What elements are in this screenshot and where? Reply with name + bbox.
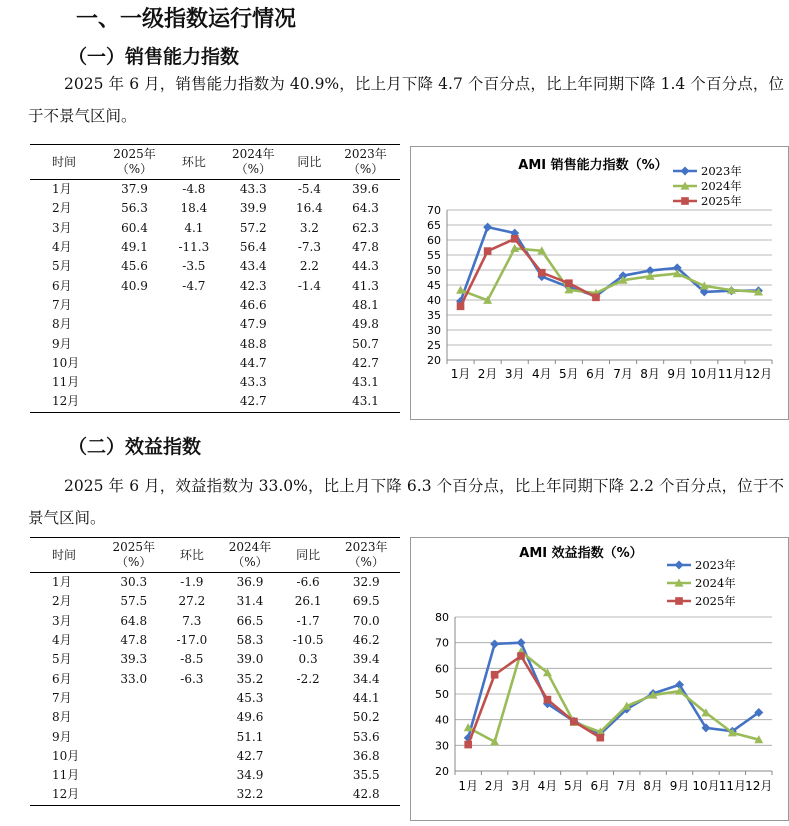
benefit-index-chart (410, 537, 789, 821)
legend-label: 2023年 (701, 164, 742, 178)
table-cell: 45.3 (236, 690, 264, 705)
table-row (30, 373, 400, 392)
legend-label: 2024年 (701, 179, 742, 193)
table-cell: 49.6 (236, 710, 264, 725)
table-cell: 8月 (52, 317, 72, 332)
table-cell: 44.3 (352, 259, 379, 274)
table-header-cell (284, 538, 333, 573)
header-text: 同比 (296, 547, 321, 562)
table-cell: 48.8 (239, 336, 267, 351)
table-cell: 12月 (30, 392, 100, 412)
sales-index-chart-svg (411, 147, 788, 419)
header-text: 2025年 (113, 147, 156, 161)
table-cell (100, 373, 169, 392)
y-tick-label: 50 (435, 688, 449, 701)
y-tick-label: 45 (427, 279, 441, 292)
table-cell: 8月 (52, 710, 72, 725)
table-cell: 46.6 (239, 297, 267, 312)
header-text: 2024年 (232, 147, 275, 161)
table-header-cell (30, 538, 100, 573)
table-cell: 1月 (52, 575, 72, 590)
data-point-square (538, 269, 546, 277)
table-row (30, 334, 400, 353)
table-cell: 40.9 (121, 278, 148, 293)
table-cell (288, 354, 331, 373)
table-cell (167, 708, 216, 727)
table-cell: 50.7 (352, 336, 379, 351)
x-tick-label: 6月 (586, 367, 606, 381)
benefit-index-chart-svg (411, 538, 788, 820)
table-cell: 69.5 (352, 594, 380, 609)
table-cell: 32.2 (216, 785, 283, 805)
table-cell: 42.8 (333, 785, 401, 805)
data-point-square (484, 247, 492, 255)
table-cell (100, 689, 167, 708)
table-cell: 48.1 (352, 297, 379, 312)
table-cell: 33.0 (120, 671, 148, 686)
table-cell: 0.3 (298, 652, 318, 667)
table-cell (169, 373, 219, 392)
x-tick-label: 3月 (504, 367, 525, 381)
x-tick-label: 11月 (717, 367, 746, 381)
table-cell: -8.5 (180, 652, 204, 667)
table-cell: 42.3 (239, 278, 267, 293)
table-row (30, 650, 400, 669)
y-tick-label: 25 (427, 339, 441, 352)
table-header-cell (331, 145, 400, 180)
table-cell: 44.7 (239, 355, 267, 370)
header-text: （%） (235, 162, 271, 176)
table-cell: 60.4 (121, 220, 148, 235)
data-point-square (464, 741, 472, 749)
table-cell: 49.1 (121, 240, 148, 255)
table-cell: 43.3 (239, 182, 267, 197)
table-cell (284, 747, 333, 766)
data-point-square (681, 197, 689, 205)
header-text: 2025年 (112, 540, 155, 554)
benefit-index-table (30, 537, 400, 806)
table-cell: 5月 (52, 652, 72, 667)
table-cell: -10.5 (292, 633, 324, 648)
table-row (30, 631, 400, 650)
table-cell: 43.1 (331, 392, 400, 412)
table-cell: -4.8 (182, 182, 206, 197)
x-tick-label: 9月 (667, 367, 688, 381)
data-point-square (491, 671, 499, 679)
sales-index-table (30, 144, 400, 413)
table-cell: 18.4 (180, 201, 208, 216)
table-cell: 2.2 (299, 259, 319, 274)
table-row (30, 219, 400, 238)
series-line (468, 643, 759, 738)
table-cell: 70.0 (352, 613, 380, 628)
table-row (30, 392, 400, 412)
table-cell: 34.9 (236, 768, 264, 783)
x-tick-label: 6月 (590, 779, 611, 793)
table-cell: 35.2 (236, 671, 264, 686)
table-cell: 42.7 (236, 748, 264, 763)
table-cell (100, 727, 167, 746)
data-point-square (511, 235, 519, 243)
table-cell: 58.3 (236, 633, 264, 648)
table-row (30, 257, 400, 276)
header-text: 2024年 (228, 540, 272, 554)
table-cell: 7.3 (182, 613, 202, 628)
table-cell (169, 392, 219, 412)
table-cell (100, 334, 169, 353)
table-cell: 57.2 (239, 220, 267, 235)
table-cell: 57.5 (120, 594, 148, 609)
table-cell (100, 766, 167, 785)
x-tick-label: 4月 (531, 367, 552, 381)
table-cell: 9月 (52, 336, 72, 351)
legend-label: 2025年 (695, 594, 736, 608)
table-cell (100, 296, 169, 315)
table-cell: 62.3 (352, 220, 379, 235)
legend-label: 2024年 (695, 576, 736, 590)
table-cell: 64.8 (120, 613, 148, 628)
header-text: 环比 (181, 154, 206, 169)
table-cell: -11.3 (178, 240, 210, 255)
table-cell: 3月 (52, 220, 72, 235)
table-row (30, 669, 400, 688)
table-cell: 31.4 (236, 594, 264, 609)
table-cell: 5月 (52, 259, 72, 274)
table-cell: 26.1 (294, 594, 322, 609)
table-header-cell (100, 538, 167, 573)
y-tick-label: 30 (435, 739, 449, 753)
x-tick-label: 1月 (458, 779, 479, 793)
table-cell: -3.5 (182, 259, 206, 274)
table-cell: 39.4 (352, 652, 380, 667)
table-cell: 27.2 (178, 594, 206, 609)
table-row (30, 592, 400, 611)
table-row (30, 708, 400, 727)
y-tick-label: 70 (427, 204, 441, 217)
x-tick-label: 10月 (690, 367, 718, 381)
table-cell: -6.3 (180, 671, 204, 686)
chart-title: AMI 效益指数（%） (519, 546, 643, 561)
y-tick-label: 60 (435, 662, 449, 676)
subsection-title-benefit: （二）效益指数 (68, 436, 202, 458)
table-row (30, 315, 400, 334)
table-header-cell (100, 145, 169, 180)
table-cell: 47.8 (352, 240, 379, 255)
y-tick-label: 50 (427, 264, 441, 277)
legend-label: 2023年 (695, 558, 736, 572)
table-cell (169, 315, 219, 334)
table-header-cell (167, 538, 216, 573)
table-cell (167, 747, 216, 766)
table-cell: 4.1 (184, 220, 204, 235)
x-tick-label: 9月 (669, 779, 690, 793)
table-cell (100, 315, 169, 334)
sales-index-chart (410, 146, 789, 420)
table-cell: -1.7 (296, 613, 320, 628)
section-heading: 一、一级指数运行情况 (76, 7, 297, 32)
table-row (30, 296, 400, 315)
data-point-square (517, 652, 525, 660)
table-row (30, 573, 400, 593)
table-cell: 6月 (52, 671, 72, 686)
table-cell (288, 315, 331, 334)
x-tick-label: 5月 (559, 367, 579, 381)
table-cell: 44.1 (352, 690, 380, 705)
paragraph-sales: 2025 年 6 月，销售能力指数为 40.9%，比上月下降 4.7 个百分点，比上年同期下降 1.4 个百分点，位于不景气区间。 (28, 75, 784, 125)
table-cell: 4月 (52, 633, 72, 648)
table-header-cell (219, 145, 288, 180)
data-point-square (457, 302, 465, 310)
table-cell: 34.4 (352, 671, 380, 686)
table-cell: -6.6 (296, 575, 320, 590)
table-cell: -7.3 (297, 240, 321, 255)
table-cell (169, 354, 219, 373)
table-cell: 45.6 (121, 259, 148, 274)
y-tick-label: 20 (427, 354, 441, 367)
y-tick-label: 60 (427, 234, 441, 247)
table-header-cell (216, 538, 283, 573)
table-header-cell (288, 145, 331, 180)
table-cell: 2月 (52, 594, 72, 609)
y-tick-label: 70 (435, 636, 449, 650)
table-cell: 35.5 (352, 768, 380, 783)
table-cell (284, 785, 333, 805)
table-cell: 36.8 (352, 748, 380, 763)
x-tick-label: 2月 (484, 779, 505, 793)
header-text: （%） (348, 555, 384, 569)
x-tick-label: 10月 (692, 779, 720, 793)
x-tick-label: 3月 (511, 779, 531, 793)
table-cell: 30.3 (120, 575, 148, 590)
x-tick-label: 7月 (613, 367, 633, 381)
table-cell (167, 766, 216, 785)
table-cell: -1.9 (180, 575, 204, 590)
table-cell: 2月 (52, 201, 72, 216)
table-cell: 9月 (52, 729, 72, 744)
y-tick-label: 40 (427, 294, 441, 307)
table-cell: -5.4 (297, 182, 321, 197)
table-cell (167, 727, 216, 746)
table-row (30, 785, 400, 805)
table-cell: 43.3 (239, 375, 267, 390)
table-cell: 3月 (52, 613, 72, 628)
table-cell (167, 689, 216, 708)
table-cell: 53.6 (352, 729, 380, 744)
table-cell: 50.2 (352, 710, 380, 725)
table-cell (288, 296, 331, 315)
table-row (30, 354, 400, 373)
table-header-cell (30, 145, 100, 180)
x-tick-label: 12月 (744, 367, 773, 381)
table-cell: 4月 (52, 240, 72, 255)
table-cell: -4.7 (182, 278, 206, 293)
table-row (30, 747, 400, 766)
x-tick-label: 4月 (537, 779, 558, 793)
table-cell: 47.9 (239, 317, 267, 332)
header-text: 同比 (297, 154, 322, 169)
data-point-square (596, 734, 604, 742)
data-point-diamond (490, 639, 499, 648)
table-row (30, 276, 400, 295)
table-cell: 36.9 (236, 575, 264, 590)
x-tick-label: 2月 (477, 367, 498, 381)
y-tick-label: 55 (427, 249, 441, 262)
series-2 (457, 235, 600, 310)
y-tick-label: 20 (435, 765, 449, 778)
table-cell: 39.3 (120, 652, 148, 667)
table-cell (167, 785, 216, 805)
paragraph-benefit: 2025 年 6 月，效益指数为 33.0%，比上月下降 6.3 个百分点，比上年同期下降 2.2 个百分点，位于不景气区间。 (28, 477, 784, 527)
legend-label: 2025年 (701, 194, 742, 208)
data-point-diamond (483, 223, 492, 232)
x-tick-label: 7月 (616, 779, 637, 793)
table-cell: 43.1 (352, 375, 379, 390)
x-tick-label: 12月 (745, 779, 773, 793)
table-cell: 64.3 (352, 201, 379, 216)
table-cell (288, 373, 331, 392)
table-row (30, 766, 400, 785)
table-cell: 16.4 (296, 201, 323, 216)
table-cell: 43.4 (239, 259, 267, 274)
header-text: （%） (116, 555, 152, 569)
table-cell: 32.9 (352, 575, 380, 590)
y-tick-label: 30 (427, 324, 441, 337)
table-row (30, 727, 400, 746)
data-point-square (570, 718, 578, 726)
table-cell: 12月 (30, 785, 100, 805)
data-point-diamond (675, 561, 684, 570)
header-text: 2023年 (344, 147, 387, 161)
y-tick-label: 65 (427, 219, 441, 232)
data-point-square (565, 279, 573, 287)
table-cell (100, 747, 167, 766)
table-cell (100, 785, 167, 805)
series-1 (456, 244, 763, 304)
table-cell (284, 708, 333, 727)
y-tick-label: 35 (427, 309, 441, 322)
table-cell: 66.5 (236, 613, 264, 628)
header-text: 环比 (179, 547, 204, 562)
table-cell: 41.3 (352, 278, 379, 293)
table-cell: 51.1 (236, 729, 264, 744)
table-cell (169, 334, 219, 353)
table-cell: 56.4 (239, 240, 267, 255)
x-tick-label: 8月 (640, 367, 660, 381)
table-row (30, 180, 400, 200)
table-cell: 39.9 (239, 201, 267, 216)
table-cell (169, 296, 219, 315)
table-row (30, 199, 400, 218)
data-point-square (544, 696, 552, 704)
table-cell (284, 727, 333, 746)
table-cell: 39.6 (352, 182, 379, 197)
x-tick-label: 11月 (718, 779, 747, 793)
table-cell: 39.0 (236, 652, 264, 667)
table-cell (284, 689, 333, 708)
table-cell (100, 354, 169, 373)
data-point-diamond (681, 167, 690, 176)
table-cell: 49.8 (352, 317, 379, 332)
header-text: （%） (347, 162, 384, 176)
table-cell (100, 708, 167, 727)
table-cell: 11月 (52, 768, 80, 783)
header-text: 时间 (52, 154, 77, 169)
table-cell: -2.2 (296, 671, 320, 686)
chart-title: AMI 销售能力指数（%） (518, 158, 668, 173)
table-cell: 1月 (52, 182, 72, 197)
subsection-title-sales: （一）销售能力指数 (68, 46, 240, 68)
table-cell: 37.9 (121, 182, 148, 197)
table-header-cell (333, 538, 401, 573)
series-0 (456, 223, 763, 306)
data-point-square (675, 597, 683, 605)
table-row (30, 689, 400, 708)
y-tick-label: 80 (435, 611, 449, 624)
table-cell (288, 334, 331, 353)
header-text: （%） (232, 555, 268, 569)
table-cell: 10月 (52, 355, 80, 370)
y-tick-label: 40 (435, 713, 449, 727)
table-cell (100, 392, 169, 412)
series-2 (464, 652, 604, 748)
table-cell: 42.7 (352, 355, 379, 370)
table-cell (284, 766, 333, 785)
table-cell: 6月 (52, 278, 72, 293)
table-cell: 11月 (52, 375, 80, 390)
header-text: 2023年 (344, 540, 388, 554)
x-tick-label: 5月 (564, 779, 584, 793)
x-tick-label: 1月 (450, 367, 471, 381)
data-point-square (592, 293, 600, 301)
table-row (30, 238, 400, 257)
table-cell: 7月 (52, 297, 72, 312)
table-header-cell (169, 145, 219, 180)
table-cell: 3.2 (299, 220, 319, 235)
x-tick-label: 8月 (643, 779, 663, 793)
table-cell: 10月 (52, 748, 80, 763)
table-cell: -1.4 (297, 278, 321, 293)
table-cell: 7月 (52, 690, 72, 705)
data-point-diamond (517, 638, 526, 647)
table-cell (288, 392, 331, 412)
table-cell: 42.7 (219, 392, 288, 412)
table-cell: -17.0 (176, 633, 208, 648)
table-cell: 46.2 (352, 633, 380, 648)
table-cell: 47.8 (120, 633, 148, 648)
table-row (30, 612, 400, 631)
header-text: （%） (116, 162, 153, 176)
header-text: 时间 (52, 547, 77, 562)
table-cell: 56.3 (121, 201, 148, 216)
